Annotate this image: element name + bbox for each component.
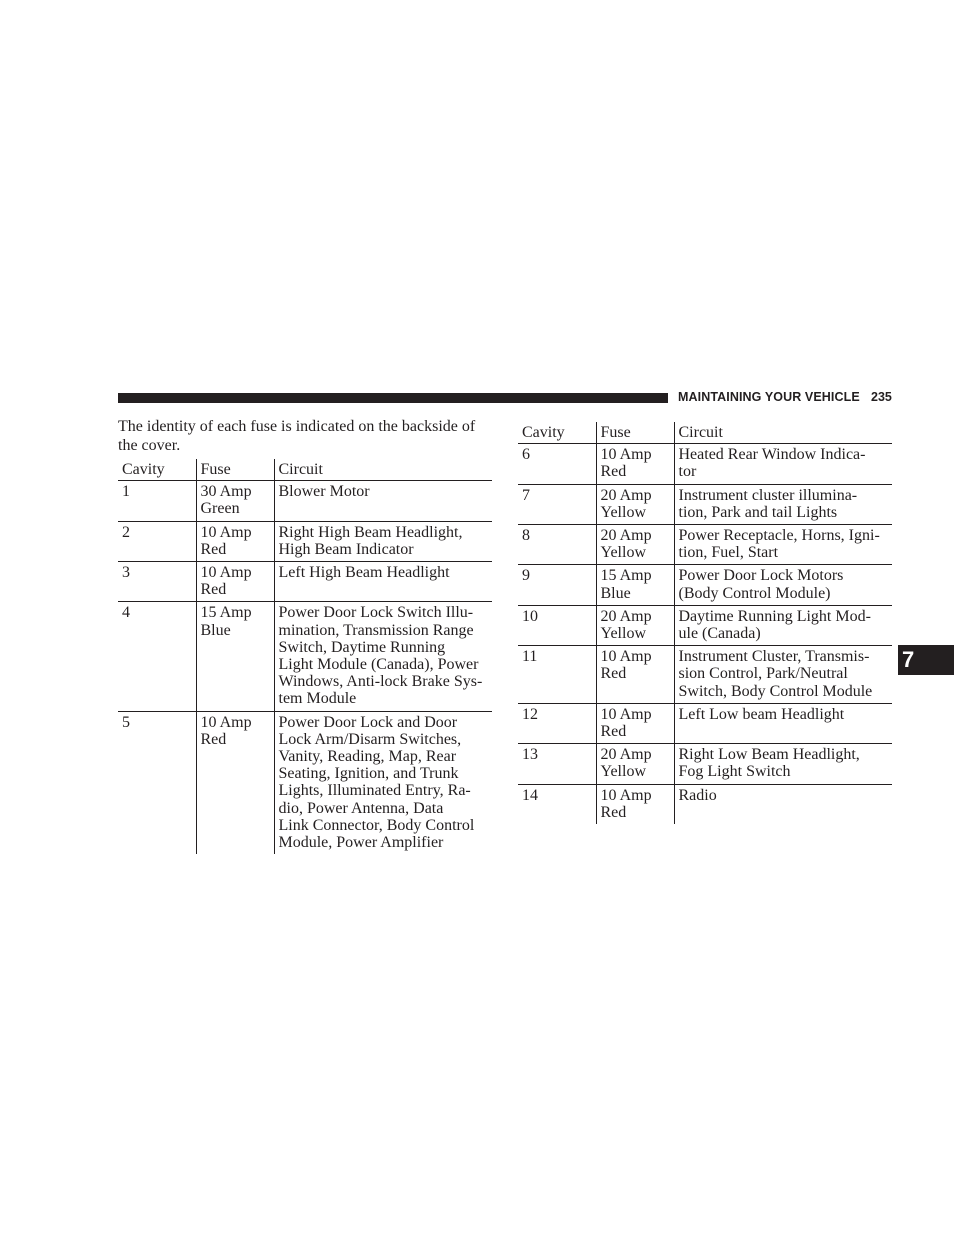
cavity-cell: 8: [522, 527, 530, 545]
fuse-cell: 15 Amp Blue: [596, 565, 674, 605]
circuit-cell: Power Receptacle, Horns, Igni- tion, Fuel, Start: [674, 525, 892, 565]
fuse-cell: 10 Amp Red: [596, 784, 674, 824]
fuse-cell: 30 Amp Green: [196, 481, 274, 521]
cavity-header: Cavity: [122, 461, 165, 478]
cavity-cell: 14: [522, 786, 538, 804]
table-row: [518, 565, 892, 605]
cavity-cell: 9: [522, 567, 530, 585]
circuit-cell: Left High Beam Headlight: [274, 562, 492, 602]
fuse-cell: 10 Amp Red: [196, 562, 274, 602]
circuit-cell: Instrument cluster illumina- tion, Park and tail Lights: [674, 484, 892, 524]
fuse-table-left: [118, 459, 492, 854]
cavity-cell: 3: [122, 564, 130, 582]
table-header-row: [518, 422, 892, 444]
fuse-cell: 15 Amp Blue: [196, 602, 274, 711]
table-row: [518, 646, 892, 704]
circuit-header: Circuit: [274, 459, 492, 481]
table-row: [518, 525, 892, 565]
fuse-cell: 10 Amp Red: [596, 646, 674, 704]
table-header-row: [118, 459, 492, 481]
circuit-cell: Daytime Running Light Mod- ule (Canada): [674, 605, 892, 645]
cavity-cell: 2: [122, 523, 130, 541]
circuit-cell: Power Door Lock Motors (Body Control Module): [674, 565, 892, 605]
cavity-cell: 10: [522, 607, 538, 625]
cavity-cell: 4: [122, 604, 130, 622]
page-number: 235: [871, 390, 892, 404]
table-row: [118, 481, 492, 521]
table-row: [118, 602, 492, 711]
circuit-cell: Instrument Cluster, Transmis- sion Control, Park/Neutral Switch, Body Control Module: [674, 646, 892, 704]
table-row: [118, 562, 492, 602]
circuit-cell: Power Door Lock and Door Lock Arm/Disarm Switches, Vanity, Reading, Map, Rear Seating, Ignition, and Trunk Lights, Illuminated Entry, Ra- dio, Power Antenna, Data Link Connector, Body Control Module, Power Amplifier: [274, 711, 492, 854]
circuit-header: Circuit: [674, 422, 892, 444]
cavity-cell: 7: [522, 486, 530, 504]
table-row: [518, 444, 892, 484]
fuse-cell: 20 Amp Yellow: [596, 605, 674, 645]
fuse-cell: 10 Amp Red: [196, 521, 274, 561]
fuse-header: Fuse: [596, 422, 674, 444]
circuit-cell: Radio: [674, 784, 892, 824]
cavity-cell: 1: [122, 483, 130, 501]
fuse-cell: 20 Amp Yellow: [596, 484, 674, 524]
cavity-cell: 11: [522, 648, 538, 666]
circuit-cell: Blower Motor: [274, 481, 492, 521]
fuse-cell: 10 Amp Red: [596, 444, 674, 484]
circuit-cell: Power Door Lock Switch Illu- mination, Transmission Range Switch, Daytime Running Light Module (Canada), Power Windows, Anti-lock Brake Sys- tem Module: [274, 602, 492, 711]
fuse-cell: 10 Amp Red: [596, 703, 674, 743]
chapter-tab: 7: [898, 645, 954, 675]
table-row: [118, 521, 492, 561]
cavity-cell: 5: [122, 713, 130, 731]
cavity-header: Cavity: [522, 424, 565, 441]
table-row: [518, 703, 892, 743]
table-row: [518, 484, 892, 524]
circuit-cell: Heated Rear Window Indica- tor: [674, 444, 892, 484]
table-row: [518, 744, 892, 784]
fuse-cell: 10 Amp Red: [196, 711, 274, 854]
fuse-cell: 20 Amp Yellow: [596, 744, 674, 784]
fuse-header: Fuse: [196, 459, 274, 481]
cavity-cell: 6: [522, 446, 530, 464]
circuit-cell: Right High Beam Headlight, High Beam Indicator: [274, 521, 492, 561]
table-row: [518, 605, 892, 645]
header-rule: [118, 393, 668, 403]
table-row: [118, 711, 492, 854]
fuse-cell: 20 Amp Yellow: [596, 525, 674, 565]
circuit-cell: Left Low beam Headlight: [674, 703, 892, 743]
cavity-cell: 12: [522, 705, 538, 723]
section-title: MAINTAINING YOUR VEHICLE: [678, 390, 860, 404]
fuse-table-right: [518, 422, 892, 824]
table-row: [518, 784, 892, 824]
cavity-cell: 13: [522, 746, 538, 764]
circuit-cell: Right Low Beam Headlight, Fog Light Switch: [674, 744, 892, 784]
intro-paragraph: The identity of each fuse is indicated on the backside of the cover.: [118, 418, 476, 454]
